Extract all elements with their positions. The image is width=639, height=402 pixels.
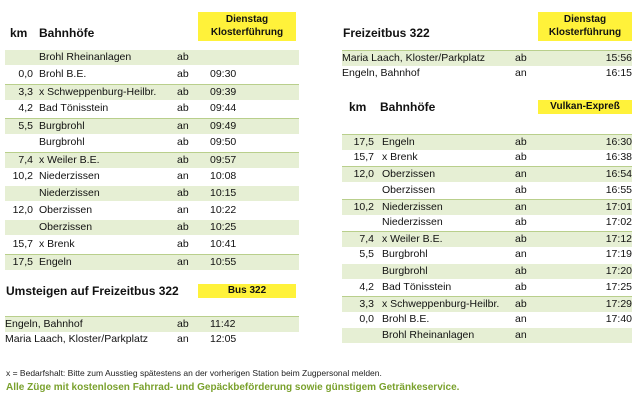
arrival-departure-cell: ab bbox=[515, 233, 527, 246]
time-cell: 10:15 bbox=[210, 187, 237, 199]
station-cell: Brohl B.E. bbox=[382, 313, 430, 326]
km-cell: 10,2 bbox=[353, 200, 374, 213]
arrival-departure-cell: an bbox=[177, 120, 189, 132]
arrival-departure-cell: ab bbox=[177, 68, 189, 80]
station-cell: Niederzissen bbox=[39, 170, 100, 182]
bus-title: Freizeitbus 322 bbox=[343, 26, 430, 40]
table-row bbox=[342, 312, 632, 327]
time-cell: 09:49 bbox=[210, 120, 237, 132]
km-cell: 15,7 bbox=[353, 151, 374, 164]
arrival-departure-cell: an bbox=[515, 200, 527, 213]
table-row bbox=[342, 215, 632, 230]
table-row bbox=[342, 66, 632, 81]
km-cell: 7,4 bbox=[359, 233, 374, 246]
time-cell: 17:02 bbox=[605, 216, 632, 228]
table-row bbox=[342, 231, 632, 247]
table-row bbox=[342, 199, 632, 215]
table-row bbox=[5, 220, 299, 235]
station-cell: x Schweppenburg-Heilbr. bbox=[382, 298, 500, 310]
time-cell: 17:01 bbox=[605, 200, 632, 213]
station-cell: Oberzissen bbox=[382, 183, 436, 196]
time-cell: 16:15 bbox=[605, 67, 632, 79]
bus-train-label-box: Dienstag Klosterführung bbox=[538, 12, 632, 41]
arrival-departure-cell: an bbox=[177, 256, 189, 268]
km-cell: 10,2 bbox=[12, 170, 33, 182]
table-row bbox=[5, 152, 299, 168]
footnote: x = Bedarfshalt: Bitte zum Ausstieg spätestens an der vorherigen Station beim Zugpersonal melden. bbox=[6, 368, 382, 378]
km-header: km bbox=[10, 26, 28, 40]
station-cell: Niederzissen bbox=[382, 216, 443, 228]
station-cell: Oberzissen bbox=[39, 204, 93, 216]
table-row bbox=[342, 134, 632, 150]
stations-header-right: Bahnhöfe bbox=[380, 100, 436, 114]
station-cell: Burgbrohl bbox=[39, 120, 85, 132]
arrival-departure-cell: an bbox=[515, 168, 527, 181]
arrival-departure-cell: ab bbox=[177, 238, 189, 250]
time-cell: 17:19 bbox=[605, 248, 632, 261]
service-note: Alle Züge mit kostenlosen Fahrrad- und Gepäckbeförderung sowie günstigem Getränkeservice. bbox=[6, 382, 460, 393]
station-cell: Engeln, Bahnhof bbox=[5, 318, 83, 330]
time-cell: 09:57 bbox=[210, 154, 237, 166]
km-header-right: km bbox=[349, 100, 367, 114]
arrival-departure-cell: an bbox=[177, 170, 189, 182]
time-cell: 17:40 bbox=[605, 313, 632, 326]
km-cell: 17,5 bbox=[353, 136, 374, 148]
table-row bbox=[5, 254, 299, 270]
arrival-departure-cell: ab bbox=[515, 183, 527, 196]
station-cell: x Weiler B.E. bbox=[382, 233, 443, 246]
time-cell: 16:55 bbox=[605, 183, 632, 196]
station-cell: Brohl B.E. bbox=[39, 68, 87, 80]
transfer-title: Umsteigen auf Freizeitbus 322 bbox=[6, 284, 179, 298]
arrival-departure-cell: ab bbox=[177, 102, 189, 114]
table-row bbox=[342, 50, 632, 66]
time-cell: 17:20 bbox=[605, 264, 632, 277]
arrival-departure-cell: ab bbox=[177, 51, 189, 63]
km-cell: 0,0 bbox=[18, 68, 33, 80]
table-row bbox=[5, 203, 299, 218]
station-cell: x Schweppenburg-Heilbr. bbox=[39, 86, 157, 98]
time-cell: 09:50 bbox=[210, 136, 237, 148]
time-cell: 10:25 bbox=[210, 221, 237, 233]
arrival-departure-cell: an bbox=[515, 313, 527, 326]
km-cell: 5,5 bbox=[359, 248, 374, 261]
arrival-departure-cell: ab bbox=[515, 52, 527, 64]
table-row bbox=[5, 135, 299, 150]
station-cell: Bad Tönisstein bbox=[39, 102, 109, 114]
arrival-departure-cell: ab bbox=[177, 187, 189, 199]
table-row bbox=[5, 316, 299, 332]
arrival-departure-cell: ab bbox=[515, 136, 527, 148]
table-row bbox=[342, 247, 632, 262]
km-cell: 12,0 bbox=[353, 168, 374, 181]
station-cell: Bad Tönisstein bbox=[382, 280, 452, 293]
time-cell: 16:38 bbox=[605, 151, 632, 164]
time-cell: 17:12 bbox=[605, 233, 632, 246]
km-cell: 15,7 bbox=[12, 238, 33, 250]
time-cell: 16:54 bbox=[605, 168, 632, 181]
arrival-departure-cell: ab bbox=[177, 136, 189, 148]
time-cell: 09:44 bbox=[210, 102, 237, 114]
arrival-departure-cell: an bbox=[515, 67, 527, 79]
arrival-departure-cell: ab bbox=[177, 221, 189, 233]
time-cell: 16:30 bbox=[605, 136, 632, 148]
km-cell: 12,0 bbox=[12, 204, 33, 216]
time-cell: 10:55 bbox=[210, 256, 237, 268]
arrival-departure-cell: an bbox=[177, 204, 189, 216]
table-row bbox=[5, 186, 299, 201]
arrival-departure-cell: ab bbox=[177, 86, 189, 98]
station-cell: Oberzissen bbox=[39, 221, 93, 233]
table-row bbox=[342, 280, 632, 295]
table-row bbox=[5, 169, 299, 184]
station-cell: Brohl Rheinanlagen bbox=[39, 51, 132, 63]
station-cell: Burgbrohl bbox=[39, 136, 85, 148]
arrival-departure-cell: ab bbox=[177, 154, 189, 166]
station-cell: Burgbrohl bbox=[382, 264, 428, 277]
table-row bbox=[342, 183, 632, 198]
arrival-departure-cell: ab bbox=[515, 151, 527, 164]
station-cell: Engeln bbox=[39, 256, 72, 268]
station-cell: Burgbrohl bbox=[382, 248, 428, 261]
km-cell: 17,5 bbox=[12, 256, 33, 268]
table-row bbox=[5, 67, 299, 82]
table-row bbox=[342, 166, 632, 182]
station-cell: Niederzissen bbox=[382, 200, 443, 213]
arrival-departure-cell: an bbox=[177, 333, 189, 345]
station-cell: x Brenk bbox=[382, 151, 418, 164]
time-cell: 17:25 bbox=[605, 280, 632, 293]
arrival-departure-cell: ab bbox=[177, 318, 189, 330]
time-cell: 09:39 bbox=[210, 86, 237, 98]
arrival-departure-cell: an bbox=[515, 329, 527, 342]
station-cell: Maria Laach, Kloster/Parkplatz bbox=[5, 333, 148, 345]
station-cell: Oberzissen bbox=[382, 168, 436, 181]
time-cell: 10:41 bbox=[210, 238, 237, 250]
table-row bbox=[342, 264, 632, 279]
time-cell: 12:05 bbox=[210, 333, 237, 345]
table-row bbox=[5, 101, 299, 116]
km-cell: 3,3 bbox=[359, 298, 374, 310]
arrival-departure-cell: ab bbox=[515, 298, 527, 310]
arrival-departure-cell: ab bbox=[515, 216, 527, 228]
station-cell: x Weiler B.E. bbox=[39, 154, 100, 166]
station-cell: Engeln bbox=[382, 136, 415, 148]
time-cell: 10:22 bbox=[210, 204, 237, 216]
station-cell: Brohl Rheinanlagen bbox=[382, 329, 475, 342]
table-row bbox=[5, 50, 299, 65]
km-cell: 7,4 bbox=[18, 154, 33, 166]
time-cell: 11:42 bbox=[210, 318, 236, 330]
km-cell: 4,2 bbox=[359, 280, 374, 293]
stations-header: Bahnhöfe bbox=[39, 26, 95, 40]
table-row bbox=[5, 237, 299, 252]
train-label-box-right: Vulkan-Expreß bbox=[538, 100, 632, 114]
arrival-departure-cell: ab bbox=[515, 264, 527, 277]
arrival-departure-cell: an bbox=[515, 248, 527, 261]
time-cell: 17:29 bbox=[605, 298, 632, 310]
table-row bbox=[342, 296, 632, 312]
bus-label-box: Bus 322 bbox=[198, 284, 296, 298]
time-cell: 15:56 bbox=[605, 52, 632, 64]
station-cell: x Brenk bbox=[39, 238, 75, 250]
time-cell: 09:30 bbox=[210, 68, 237, 80]
table-row bbox=[342, 150, 632, 165]
station-cell: Niederzissen bbox=[39, 187, 100, 199]
km-cell: 5,5 bbox=[18, 120, 33, 132]
table-row bbox=[5, 332, 299, 347]
station-cell: Engeln, Bahnhof bbox=[342, 67, 420, 79]
train-label-box: Dienstag Klosterführung bbox=[198, 12, 296, 41]
time-cell: 10:08 bbox=[210, 170, 237, 182]
arrival-departure-cell: ab bbox=[515, 280, 527, 293]
table-row bbox=[5, 84, 299, 100]
km-cell: 0,0 bbox=[359, 313, 374, 326]
km-cell: 3,3 bbox=[18, 86, 33, 98]
table-row bbox=[342, 328, 632, 343]
km-cell: 4,2 bbox=[18, 102, 33, 114]
table-row bbox=[5, 118, 299, 134]
station-cell: Maria Laach, Kloster/Parkplatz bbox=[342, 52, 485, 64]
